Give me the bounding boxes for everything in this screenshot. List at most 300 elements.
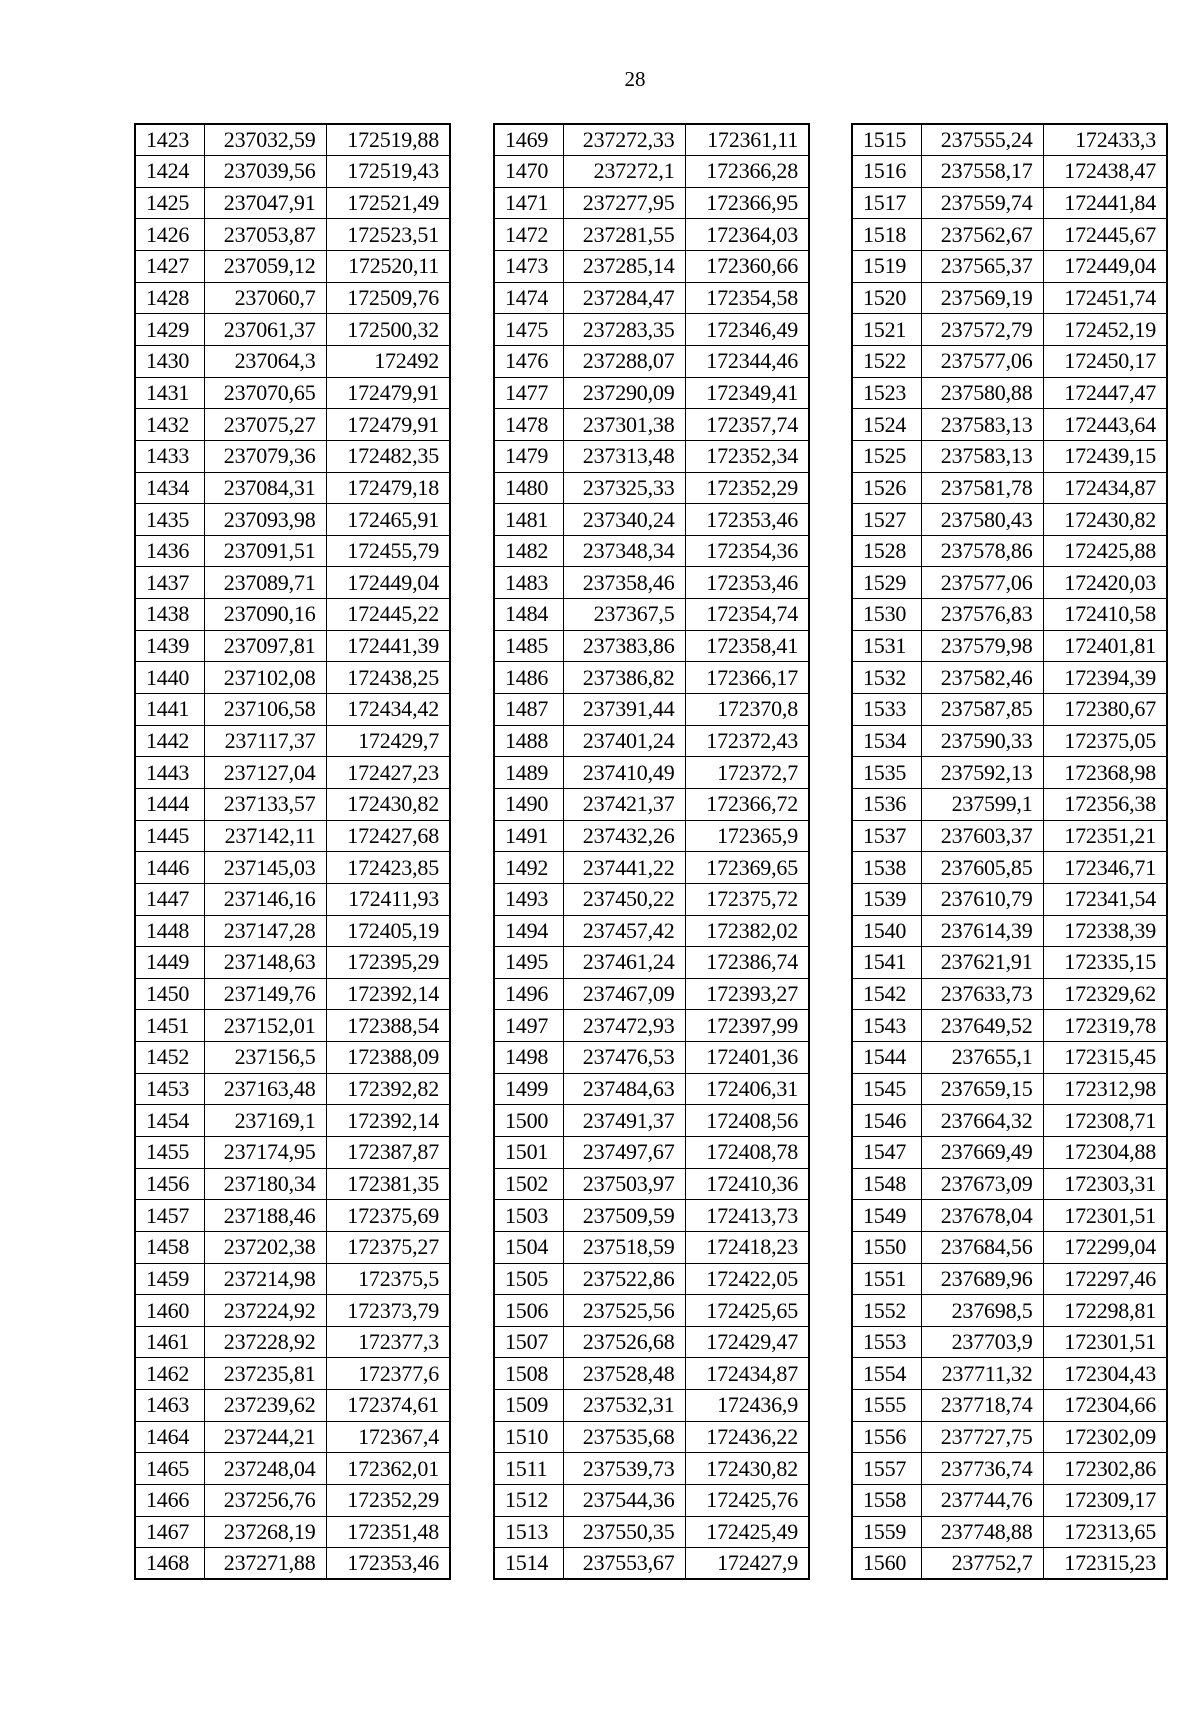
y-coordinate-cell: 172401,36: [685, 1042, 809, 1074]
y-coordinate-cell: 172430,82: [1043, 504, 1167, 536]
point-number-cell: 1534: [852, 725, 921, 757]
y-coordinate-cell: 172358,41: [685, 630, 809, 662]
table-row: [852, 820, 1167, 852]
table-row: [852, 1200, 1167, 1232]
table-row: [852, 1042, 1167, 1074]
point-number-cell: 1479: [494, 440, 563, 472]
point-number-cell: 1438: [135, 599, 204, 631]
point-number-cell: 1481: [494, 504, 563, 536]
point-number-cell: 1513: [494, 1516, 563, 1548]
x-coordinate-cell: 237503,97: [563, 1168, 685, 1200]
point-number-cell: 1437: [135, 567, 204, 599]
y-coordinate-cell: 172304,66: [1043, 1390, 1167, 1422]
x-coordinate-cell: 237649,52: [921, 1010, 1043, 1042]
y-coordinate-cell: 172338,39: [1043, 915, 1167, 947]
point-number-cell: 1474: [494, 282, 563, 314]
table-row: [852, 599, 1167, 631]
x-coordinate-cell: 237064,3: [204, 345, 326, 377]
y-coordinate-cell: 172315,23: [1043, 1548, 1167, 1580]
x-coordinate-cell: 237239,62: [204, 1390, 326, 1422]
table-row: [494, 251, 809, 283]
point-number-cell: 1532: [852, 662, 921, 694]
table-row: [494, 883, 809, 915]
y-coordinate-cell: 172351,48: [326, 1516, 450, 1548]
table-row: [494, 1168, 809, 1200]
x-coordinate-cell: 237047,91: [204, 187, 326, 219]
y-coordinate-cell: 172354,58: [685, 282, 809, 314]
table-row: [494, 409, 809, 441]
point-number-cell: 1432: [135, 409, 204, 441]
point-number-cell: 1460: [135, 1295, 204, 1327]
y-coordinate-cell: 172373,79: [326, 1295, 450, 1327]
table-row: [852, 947, 1167, 979]
x-coordinate-cell: 237325,33: [563, 472, 685, 504]
point-number-cell: 1491: [494, 820, 563, 852]
x-coordinate-cell: 237559,74: [921, 187, 1043, 219]
x-coordinate-cell: 237580,43: [921, 504, 1043, 536]
y-coordinate-cell: 172429,7: [326, 725, 450, 757]
y-coordinate-cell: 172482,35: [326, 440, 450, 472]
y-coordinate-cell: 172302,86: [1043, 1453, 1167, 1485]
point-number-cell: 1469: [494, 124, 563, 156]
table-row: [494, 219, 809, 251]
point-number-cell: 1557: [852, 1453, 921, 1485]
table-row: [852, 535, 1167, 567]
table-row: [494, 504, 809, 536]
x-coordinate-cell: 237288,07: [563, 345, 685, 377]
point-number-cell: 1512: [494, 1485, 563, 1517]
table-row: [852, 725, 1167, 757]
x-coordinate-cell: 237228,92: [204, 1326, 326, 1358]
y-coordinate-cell: 172395,29: [326, 947, 450, 979]
y-coordinate-cell: 172367,4: [326, 1421, 450, 1453]
y-coordinate-cell: 172439,15: [1043, 440, 1167, 472]
y-coordinate-cell: 172492: [326, 345, 450, 377]
table-row: [135, 187, 450, 219]
x-coordinate-cell: 237673,09: [921, 1168, 1043, 1200]
point-number-cell: 1558: [852, 1485, 921, 1517]
y-coordinate-cell: 172427,23: [326, 757, 450, 789]
coordinates-table-3: [851, 123, 1168, 1580]
x-coordinate-cell: 237268,19: [204, 1516, 326, 1548]
y-coordinate-cell: 172449,04: [326, 567, 450, 599]
table-row: [135, 883, 450, 915]
x-coordinate-cell: 237669,49: [921, 1137, 1043, 1169]
table-row: [852, 567, 1167, 599]
y-coordinate-cell: 172406,31: [685, 1073, 809, 1105]
y-coordinate-cell: 172393,27: [685, 978, 809, 1010]
x-coordinate-cell: 237526,68: [563, 1326, 685, 1358]
x-coordinate-cell: 237169,1: [204, 1105, 326, 1137]
table-row: [135, 1073, 450, 1105]
table-row: [494, 947, 809, 979]
y-coordinate-cell: 172434,87: [685, 1358, 809, 1390]
table-row: [135, 1548, 450, 1580]
point-number-cell: 1450: [135, 978, 204, 1010]
point-number-cell: 1493: [494, 883, 563, 915]
x-coordinate-cell: 237156,5: [204, 1042, 326, 1074]
x-coordinate-cell: 237059,12: [204, 251, 326, 283]
x-coordinate-cell: 237084,31: [204, 472, 326, 504]
coordinates-table-1: [134, 123, 451, 1580]
x-coordinate-cell: 237091,51: [204, 535, 326, 567]
y-coordinate-cell: 172312,98: [1043, 1073, 1167, 1105]
x-coordinate-cell: 237283,35: [563, 314, 685, 346]
table-row: [852, 915, 1167, 947]
x-coordinate-cell: 237664,32: [921, 1105, 1043, 1137]
point-number-cell: 1529: [852, 567, 921, 599]
table-row: [494, 1358, 809, 1390]
point-number-cell: 1510: [494, 1421, 563, 1453]
x-coordinate-cell: 237590,33: [921, 725, 1043, 757]
y-coordinate-cell: 172335,15: [1043, 947, 1167, 979]
table-row: [852, 1453, 1167, 1485]
point-number-cell: 1468: [135, 1548, 204, 1580]
table-row: [494, 915, 809, 947]
table-row: [494, 282, 809, 314]
point-number-cell: 1466: [135, 1485, 204, 1517]
x-coordinate-cell: 237146,16: [204, 883, 326, 915]
point-number-cell: 1549: [852, 1200, 921, 1232]
table-row: [852, 1421, 1167, 1453]
table-row: [494, 599, 809, 631]
table-row: [852, 1326, 1167, 1358]
table-row: [135, 1295, 450, 1327]
y-coordinate-cell: 172500,32: [326, 314, 450, 346]
x-coordinate-cell: 237587,85: [921, 694, 1043, 726]
y-coordinate-cell: 172436,22: [685, 1421, 809, 1453]
y-coordinate-cell: 172420,03: [1043, 567, 1167, 599]
x-coordinate-cell: 237603,37: [921, 820, 1043, 852]
y-coordinate-cell: 172413,73: [685, 1200, 809, 1232]
point-number-cell: 1542: [852, 978, 921, 1010]
x-coordinate-cell: 237060,7: [204, 282, 326, 314]
y-coordinate-cell: 172369,65: [685, 852, 809, 884]
y-coordinate-cell: 172394,39: [1043, 662, 1167, 694]
point-number-cell: 1501: [494, 1137, 563, 1169]
point-number-cell: 1463: [135, 1390, 204, 1422]
table-row: [494, 820, 809, 852]
point-number-cell: 1556: [852, 1421, 921, 1453]
x-coordinate-cell: 237711,32: [921, 1358, 1043, 1390]
x-coordinate-cell: 237525,56: [563, 1295, 685, 1327]
point-number-cell: 1546: [852, 1105, 921, 1137]
table-row: [852, 1548, 1167, 1580]
table-row: [852, 1168, 1167, 1200]
y-coordinate-cell: 172520,11: [326, 251, 450, 283]
x-coordinate-cell: 237383,86: [563, 630, 685, 662]
point-number-cell: 1544: [852, 1042, 921, 1074]
y-coordinate-cell: 172386,74: [685, 947, 809, 979]
point-number-cell: 1489: [494, 757, 563, 789]
y-coordinate-cell: 172372,43: [685, 725, 809, 757]
point-number-cell: 1442: [135, 725, 204, 757]
table-row: [135, 504, 450, 536]
y-coordinate-cell: 172366,28: [685, 156, 809, 188]
x-coordinate-cell: 237214,98: [204, 1263, 326, 1295]
point-number-cell: 1547: [852, 1137, 921, 1169]
x-coordinate-cell: 237093,98: [204, 504, 326, 536]
point-number-cell: 1499: [494, 1073, 563, 1105]
point-number-cell: 1465: [135, 1453, 204, 1485]
table-row: [852, 1073, 1167, 1105]
x-coordinate-cell: 237090,16: [204, 599, 326, 631]
x-coordinate-cell: 237301,38: [563, 409, 685, 441]
point-number-cell: 1443: [135, 757, 204, 789]
y-coordinate-cell: 172346,49: [685, 314, 809, 346]
y-coordinate-cell: 172301,51: [1043, 1326, 1167, 1358]
table-row: [494, 694, 809, 726]
table-row: [852, 377, 1167, 409]
point-number-cell: 1484: [494, 599, 563, 631]
table-row: [852, 472, 1167, 504]
y-coordinate-cell: 172479,18: [326, 472, 450, 504]
table-row: [494, 377, 809, 409]
table-row: [135, 1390, 450, 1422]
point-number-cell: 1441: [135, 694, 204, 726]
point-number-cell: 1527: [852, 504, 921, 536]
point-number-cell: 1503: [494, 1200, 563, 1232]
table-row: [135, 567, 450, 599]
y-coordinate-cell: 172309,17: [1043, 1485, 1167, 1517]
y-coordinate-cell: 172354,74: [685, 599, 809, 631]
x-coordinate-cell: 237421,37: [563, 788, 685, 820]
table-row: [135, 947, 450, 979]
table-row: [852, 282, 1167, 314]
point-number-cell: 1525: [852, 440, 921, 472]
point-number-cell: 1551: [852, 1263, 921, 1295]
x-coordinate-cell: 237528,48: [563, 1358, 685, 1390]
y-coordinate-cell: 172375,5: [326, 1263, 450, 1295]
table-row: [135, 251, 450, 283]
y-coordinate-cell: 172349,41: [685, 377, 809, 409]
table-row: [135, 1485, 450, 1517]
y-coordinate-cell: 172366,17: [685, 662, 809, 694]
point-number-cell: 1554: [852, 1358, 921, 1390]
x-coordinate-cell: 237553,67: [563, 1548, 685, 1580]
point-number-cell: 1533: [852, 694, 921, 726]
y-coordinate-cell: 172425,49: [685, 1516, 809, 1548]
x-coordinate-cell: 237610,79: [921, 883, 1043, 915]
point-number-cell: 1518: [852, 219, 921, 251]
x-coordinate-cell: 237727,75: [921, 1421, 1043, 1453]
x-coordinate-cell: 237509,59: [563, 1200, 685, 1232]
table-row: [494, 314, 809, 346]
table-row: [135, 1042, 450, 1074]
point-number-cell: 1490: [494, 788, 563, 820]
y-coordinate-cell: 172427,9: [685, 1548, 809, 1580]
y-coordinate-cell: 172382,02: [685, 915, 809, 947]
point-number-cell: 1523: [852, 377, 921, 409]
y-coordinate-cell: 172449,04: [1043, 251, 1167, 283]
x-coordinate-cell: 237145,03: [204, 852, 326, 884]
x-coordinate-cell: 237285,14: [563, 251, 685, 283]
point-number-cell: 1504: [494, 1231, 563, 1263]
x-coordinate-cell: 237367,5: [563, 599, 685, 631]
x-coordinate-cell: 237432,26: [563, 820, 685, 852]
y-coordinate-cell: 172433,3: [1043, 124, 1167, 156]
table-row: [135, 1105, 450, 1137]
y-coordinate-cell: 172434,87: [1043, 472, 1167, 504]
x-coordinate-cell: 237614,39: [921, 915, 1043, 947]
x-coordinate-cell: 237555,24: [921, 124, 1043, 156]
table-row: [852, 314, 1167, 346]
point-number-cell: 1428: [135, 282, 204, 314]
x-coordinate-cell: 237340,24: [563, 504, 685, 536]
table-row: [852, 1358, 1167, 1390]
table-row: [135, 757, 450, 789]
x-coordinate-cell: 237127,04: [204, 757, 326, 789]
table-row: [494, 662, 809, 694]
y-coordinate-cell: 172356,38: [1043, 788, 1167, 820]
table-row: [852, 124, 1167, 156]
table-row: [494, 1326, 809, 1358]
y-coordinate-cell: 172352,34: [685, 440, 809, 472]
point-number-cell: 1431: [135, 377, 204, 409]
x-coordinate-cell: 237752,7: [921, 1548, 1043, 1580]
y-coordinate-cell: 172375,05: [1043, 725, 1167, 757]
point-number-cell: 1488: [494, 725, 563, 757]
y-coordinate-cell: 172425,88: [1043, 535, 1167, 567]
point-number-cell: 1475: [494, 314, 563, 346]
y-coordinate-cell: 172441,84: [1043, 187, 1167, 219]
point-number-cell: 1451: [135, 1010, 204, 1042]
x-coordinate-cell: 237698,5: [921, 1295, 1043, 1327]
table-row: [494, 187, 809, 219]
x-coordinate-cell: 237577,06: [921, 567, 1043, 599]
y-coordinate-cell: 172352,29: [685, 472, 809, 504]
table-row: [852, 440, 1167, 472]
page-number: 28: [624, 67, 646, 91]
y-coordinate-cell: 172519,43: [326, 156, 450, 188]
x-coordinate-cell: 237224,92: [204, 1295, 326, 1327]
y-coordinate-cell: 172397,99: [685, 1010, 809, 1042]
table-row: [135, 1263, 450, 1295]
table-row: [135, 219, 450, 251]
point-number-cell: 1455: [135, 1137, 204, 1169]
point-number-cell: 1478: [494, 409, 563, 441]
point-number-cell: 1526: [852, 472, 921, 504]
y-coordinate-cell: 172346,71: [1043, 852, 1167, 884]
y-coordinate-cell: 172452,19: [1043, 314, 1167, 346]
y-coordinate-cell: 172447,47: [1043, 377, 1167, 409]
y-coordinate-cell: 172479,91: [326, 409, 450, 441]
table-row: [494, 472, 809, 504]
point-number-cell: 1531: [852, 630, 921, 662]
x-coordinate-cell: 237053,87: [204, 219, 326, 251]
point-number-cell: 1494: [494, 915, 563, 947]
point-number-cell: 1435: [135, 504, 204, 536]
table-row: [852, 219, 1167, 251]
y-coordinate-cell: 172388,09: [326, 1042, 450, 1074]
table-row: [852, 1137, 1167, 1169]
table-row: [494, 1231, 809, 1263]
point-number-cell: 1520: [852, 282, 921, 314]
x-coordinate-cell: 237149,76: [204, 978, 326, 1010]
table-row: [852, 1295, 1167, 1327]
point-number-cell: 1521: [852, 314, 921, 346]
y-coordinate-cell: 172445,67: [1043, 219, 1167, 251]
point-number-cell: 1445: [135, 820, 204, 852]
table-row: [494, 978, 809, 1010]
table-row: [852, 788, 1167, 820]
y-coordinate-cell: 172354,36: [685, 535, 809, 567]
point-number-cell: 1541: [852, 947, 921, 979]
table-row: [494, 440, 809, 472]
table-row: [135, 314, 450, 346]
point-number-cell: 1559: [852, 1516, 921, 1548]
table-row: [494, 345, 809, 377]
point-number-cell: 1476: [494, 345, 563, 377]
table-row: [494, 1548, 809, 1580]
x-coordinate-cell: 237544,36: [563, 1485, 685, 1517]
point-number-cell: 1449: [135, 947, 204, 979]
y-coordinate-cell: 172410,36: [685, 1168, 809, 1200]
table-row: [135, 1168, 450, 1200]
x-coordinate-cell: 237163,48: [204, 1073, 326, 1105]
table-row: [852, 630, 1167, 662]
x-coordinate-cell: 237272,33: [563, 124, 685, 156]
x-coordinate-cell: 237117,37: [204, 725, 326, 757]
point-number-cell: 1480: [494, 472, 563, 504]
x-coordinate-cell: 237605,85: [921, 852, 1043, 884]
point-number-cell: 1506: [494, 1295, 563, 1327]
table-row: [494, 124, 809, 156]
table-row: [494, 1390, 809, 1422]
point-number-cell: 1515: [852, 124, 921, 156]
table-row: [494, 1516, 809, 1548]
table-row: [135, 630, 450, 662]
x-coordinate-cell: 237313,48: [563, 440, 685, 472]
point-number-cell: 1492: [494, 852, 563, 884]
x-coordinate-cell: 237256,76: [204, 1485, 326, 1517]
point-number-cell: 1555: [852, 1390, 921, 1422]
x-coordinate-cell: 237476,53: [563, 1042, 685, 1074]
table-row: [494, 852, 809, 884]
y-coordinate-cell: 172430,82: [685, 1453, 809, 1485]
table-row: [135, 1358, 450, 1390]
coordinates-table-body: [135, 124, 450, 1579]
table-row: [135, 377, 450, 409]
point-number-cell: 1472: [494, 219, 563, 251]
x-coordinate-cell: 237583,13: [921, 440, 1043, 472]
x-coordinate-cell: 237580,88: [921, 377, 1043, 409]
table-row: [135, 440, 450, 472]
x-coordinate-cell: 237401,24: [563, 725, 685, 757]
table-row: [135, 694, 450, 726]
table-row: [135, 1326, 450, 1358]
y-coordinate-cell: 172315,45: [1043, 1042, 1167, 1074]
y-coordinate-cell: 172366,95: [685, 187, 809, 219]
y-coordinate-cell: 172479,91: [326, 377, 450, 409]
x-coordinate-cell: 237202,38: [204, 1231, 326, 1263]
point-number-cell: 1553: [852, 1326, 921, 1358]
x-coordinate-cell: 237174,95: [204, 1137, 326, 1169]
x-coordinate-cell: 237133,57: [204, 788, 326, 820]
point-number-cell: 1477: [494, 377, 563, 409]
y-coordinate-cell: 172441,39: [326, 630, 450, 662]
x-coordinate-cell: 237599,1: [921, 788, 1043, 820]
y-coordinate-cell: 172365,9: [685, 820, 809, 852]
y-coordinate-cell: 172301,51: [1043, 1200, 1167, 1232]
point-number-cell: 1470: [494, 156, 563, 188]
table-row: [852, 504, 1167, 536]
point-number-cell: 1471: [494, 187, 563, 219]
x-coordinate-cell: 237518,59: [563, 1231, 685, 1263]
y-coordinate-cell: 172329,62: [1043, 978, 1167, 1010]
y-coordinate-cell: 172353,46: [685, 567, 809, 599]
x-coordinate-cell: 237039,56: [204, 156, 326, 188]
